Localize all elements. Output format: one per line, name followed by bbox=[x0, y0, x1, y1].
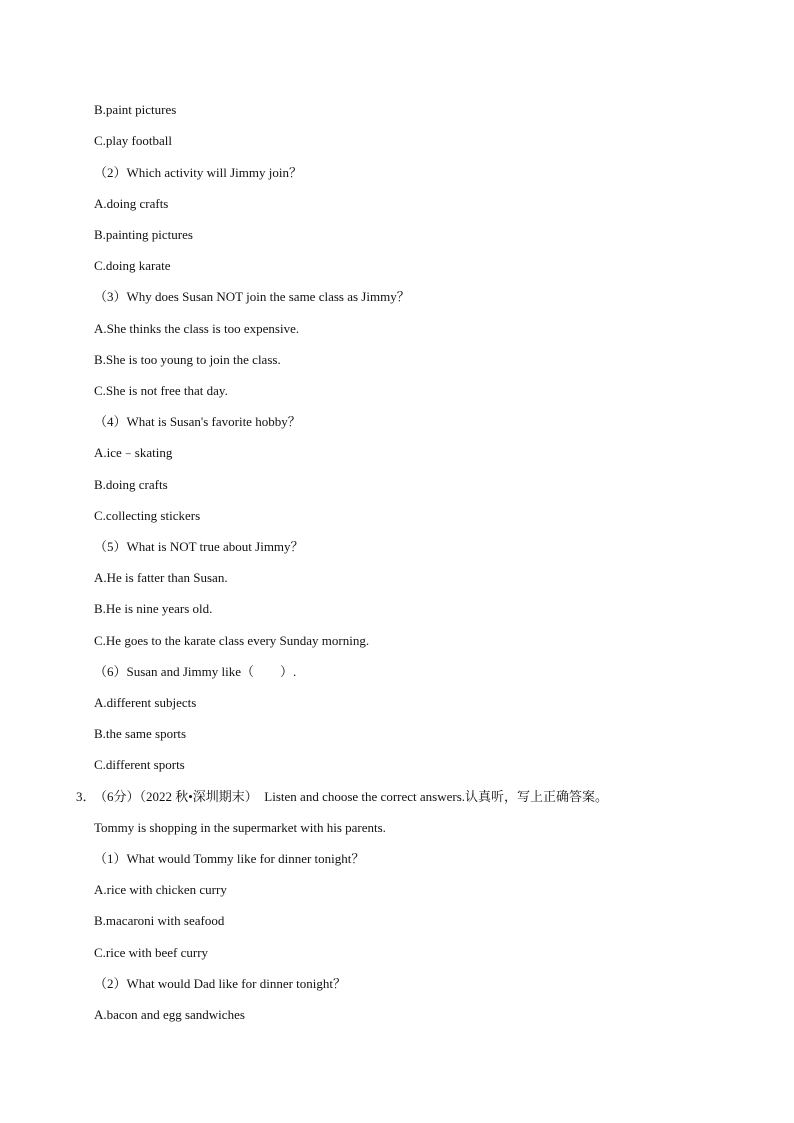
section-number: 3． bbox=[76, 789, 96, 804]
option-line: B.painting pictures bbox=[94, 227, 193, 242]
option-line: A.ice﹣skating bbox=[94, 445, 173, 460]
section-header: （6分）（2022 秋•深圳期末） Listen and choose the correct answers.认真听，写上正确答案。 bbox=[94, 789, 609, 804]
option-line: A.He is fatter than Susan. bbox=[94, 570, 228, 585]
option-line: A.She thinks the class is too expensive. bbox=[94, 321, 300, 336]
passage-intro: Tommy is shopping in the supermarket with his parents. bbox=[94, 820, 386, 835]
option-line: C.rice with beef curry bbox=[94, 945, 209, 960]
option-line: B.He is nine years old. bbox=[94, 601, 213, 616]
question-line: （3）Why does Susan NOT join the same class as Jimmy？ bbox=[94, 289, 410, 304]
option-line: B.paint pictures bbox=[94, 102, 177, 117]
option-line: A.different subjects bbox=[94, 695, 197, 710]
option-line: B.doing crafts bbox=[94, 477, 168, 492]
option-line: C.different sports bbox=[94, 757, 185, 772]
option-line: A.doing crafts bbox=[94, 196, 169, 211]
question-line: （2）Which activity will Jimmy join？ bbox=[94, 165, 302, 180]
option-line: B.macaroni with seafood bbox=[94, 913, 225, 928]
question-line: （1）What would Tommy like for dinner tonight？ bbox=[94, 851, 365, 866]
option-line: A.bacon and egg sandwiches bbox=[94, 1007, 245, 1022]
option-line: C.She is not free that day. bbox=[94, 383, 228, 398]
option-line: C.He goes to the karate class every Sunday morning. bbox=[94, 633, 370, 648]
option-line: C.play football bbox=[94, 133, 172, 148]
option-line: C.collecting stickers bbox=[94, 508, 201, 523]
option-line: B.the same sports bbox=[94, 726, 187, 741]
question-line: （5）What is NOT true about Jimmy？ bbox=[94, 539, 304, 554]
question-line: （2）What would Dad like for dinner tonight？ bbox=[94, 976, 347, 991]
option-line: A.rice with chicken curry bbox=[94, 882, 227, 897]
option-line: C.doing karate bbox=[94, 258, 171, 273]
option-line: B.She is too young to join the class. bbox=[94, 352, 281, 367]
question-line: （4）What is Susan's favorite hobby？ bbox=[94, 414, 301, 429]
question-line: （6）Susan and Jimmy like（ ）. bbox=[94, 664, 297, 679]
